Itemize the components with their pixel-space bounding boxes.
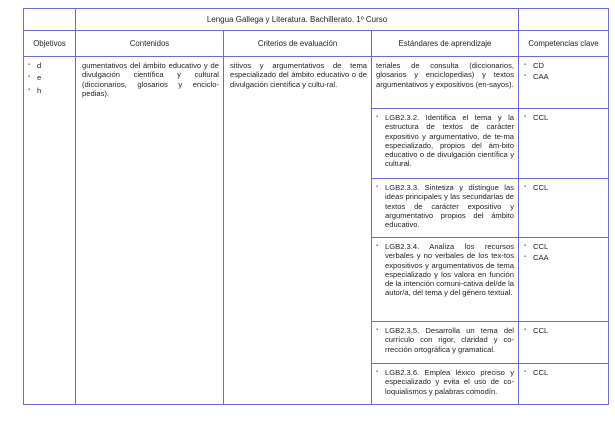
estandar-cell — [372, 364, 519, 405]
estandar-cell — [372, 238, 519, 322]
competencia-item: ▪ CCL — [524, 326, 604, 335]
competencia-item: ▪ CCL — [524, 183, 604, 192]
criterios-cell — [224, 57, 372, 405]
contenidos-text: gumentativos del ámbito educativo y de divulgación científica y cultural (diccionarios, glosarios y enciclo-pedias). — [82, 61, 219, 98]
estandar-cell — [372, 109, 519, 179]
estandar-text: ▪ LGB2.3.2. Identifica el tema y la estructura de textos de carácter expositivo y argumentativo, de te-ma especializado, propios del ám-bito educativo o de divulgación científica y cultural. — [376, 113, 514, 169]
header-competencias: Competencias clave — [519, 31, 609, 57]
competencia-item: ▪ CCL — [524, 242, 604, 251]
contenidos-cell — [76, 57, 224, 405]
estandar-text: ▪ LGB2.3.3. Sintetiza y distingue las ideas principales y las secundarias de textos de carácter expositivo y argumentativo propios del ámbito educativo. — [376, 183, 514, 229]
competencias-cell — [519, 364, 609, 405]
objetivo-item: ▪ e — [28, 73, 71, 82]
competencia-item: ▪ CCL — [524, 113, 604, 122]
header-criterios: Criterios de evaluación — [224, 31, 372, 57]
competencia-item: ▪ CD — [524, 61, 604, 70]
estandar-text: ▪ LGB2.3.5. Desarrolla un tema del currículo con rigor, claridad y co-rrección ortográfica y gramatical. — [376, 326, 514, 354]
criterios-text: sitivos y argumentativos de tema especializado del ámbito educativo o de divulgación científica y cultu-ral. — [230, 61, 367, 89]
estandar-cell — [372, 179, 519, 238]
competencia-item: ▪ CCL — [524, 368, 604, 377]
header-contenidos: Contenidos — [76, 31, 224, 57]
competencia-item: ▪ CAA — [524, 72, 604, 81]
estandar-text: ▪ LGB2.3.4. Analiza los recursos verbales y no verbales de los tex-tos expositivos y argumentativos de tema especializado y los valora en función de la intención comuni-cativa del/de la autor/a, del tema y del género textual. — [376, 242, 514, 298]
competencias-cell — [519, 322, 609, 364]
empty-corner-cell — [24, 9, 76, 31]
objetivo-item: ▪ d — [28, 61, 71, 70]
competencias-cell — [519, 109, 609, 179]
estandar-cell — [372, 57, 519, 109]
estandar-text: teriales de consulta (diccionarios, glosarios y enciclopedias) y textos argumentativos y expositivos (en-sayos). — [376, 61, 514, 89]
competencias-cell — [519, 57, 609, 109]
competencias-cell — [519, 179, 609, 238]
objetivo-item: ▪ h — [28, 86, 71, 95]
header-estandares: Estándares de aprendizaje — [372, 31, 519, 57]
curriculum-table — [23, 8, 609, 405]
table-title: Lengua Gallega y Literatura. Bachillerato. 1º Curso — [76, 9, 519, 31]
competencias-cell — [519, 238, 609, 322]
estandar-text: ▪ LGB2.3.6. Emplea léxico preciso y especializado y evita el uso de co-loquialismos y palabras comodín. — [376, 368, 514, 396]
header-objetivos: Objetivos — [24, 31, 76, 57]
competencia-item: ▪ CAA — [524, 253, 604, 262]
estandar-cell — [372, 322, 519, 364]
objetivos-cell — [24, 57, 76, 405]
empty-title-cell — [519, 9, 609, 31]
